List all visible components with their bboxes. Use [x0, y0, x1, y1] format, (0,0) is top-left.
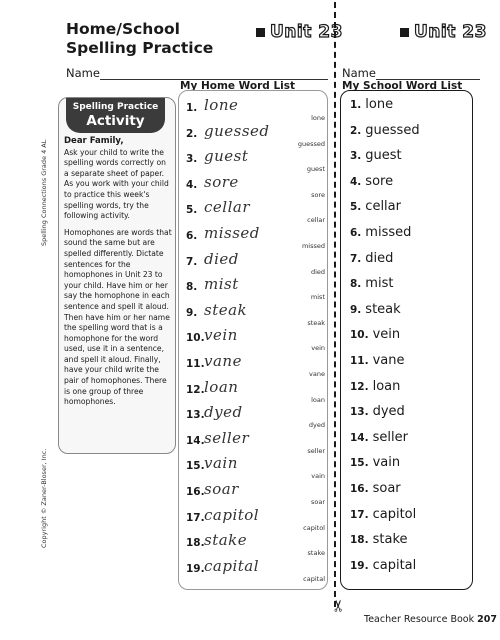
- school-unit-label: Unit 23: [414, 22, 487, 42]
- school-word: dyed: [372, 404, 405, 420]
- word-number: 17.: [350, 508, 369, 521]
- word-number: 15.: [186, 460, 205, 473]
- activity-tab-title: Activity: [86, 113, 145, 129]
- school-word: soar: [372, 481, 401, 496]
- copyright-side-text: Copyright © Zaner-Bloser, Inc.: [40, 448, 48, 548]
- word-number: 7.: [186, 255, 198, 268]
- word-number: 19.: [186, 562, 205, 575]
- print-word: vane: [309, 370, 325, 378]
- page-title: [66, 20, 216, 58]
- school-word-row: [350, 430, 408, 445]
- print-word: lone: [311, 114, 325, 122]
- word-number: 9.: [186, 306, 198, 319]
- school-word: loan: [372, 378, 401, 394]
- activity-text: [64, 136, 172, 414]
- word-number: 7.: [350, 252, 362, 265]
- home-word-row: [186, 145, 326, 174]
- school-word: stake: [372, 532, 408, 548]
- home-word-row: [186, 222, 326, 250]
- home-name-label: Name: [66, 66, 100, 80]
- home-word-row: [186, 171, 326, 199]
- school-word: seller: [372, 429, 408, 445]
- word-number: 19.: [350, 559, 369, 572]
- cursive-word: lone: [204, 96, 239, 114]
- word-number: 1.: [350, 99, 362, 111]
- school-word-row: [350, 507, 416, 522]
- home-list-heading: My Home Word List: [180, 80, 295, 92]
- activity-paragraph-2: Homophones are words that sound the same but are spelled differently. Dictate sentences for the homophones in Unit 23 to your child. Have him or her say the homophone in each sentence and spell it aloud. Then have him or her name the spelling word that is a homophone for the word used, use it in a sentence, and spell it aloud. Finally, have your child write the pair of homophones. There is one group of three homophones.: [64, 227, 172, 407]
- school-word-row: [350, 455, 400, 470]
- cursive-word: vein: [204, 326, 238, 345]
- cursive-word: vain: [204, 454, 238, 473]
- cursive-word: sore: [204, 172, 239, 191]
- home-word-row: [186, 196, 326, 225]
- word-number: 18.: [186, 537, 205, 550]
- print-word: seller: [307, 446, 325, 455]
- cursive-word: missed: [204, 224, 260, 242]
- word-number: 3.: [186, 153, 198, 166]
- activity-tab: [66, 98, 165, 133]
- cursive-word: capital: [204, 556, 260, 575]
- activity-paragraph-1: Ask your child to write the spelling words correctly on a separate sheet of paper. As you work with your child to practice this week's spelling words, try the following activity.: [64, 147, 169, 221]
- school-word-row: [350, 353, 405, 368]
- school-word-row: [350, 148, 402, 163]
- home-unit-badge: [256, 22, 343, 42]
- print-word: soar: [310, 498, 325, 506]
- word-number: 16.: [186, 486, 205, 498]
- school-word-row: [350, 225, 411, 240]
- cut-line: [334, 2, 336, 607]
- cursive-word: died: [204, 249, 239, 268]
- home-word-row: [186, 376, 326, 404]
- word-number: 2.: [186, 127, 198, 140]
- word-number: 16.: [350, 483, 369, 495]
- school-word-row: [350, 251, 393, 266]
- word-number: 10.: [186, 332, 205, 345]
- home-word-row: [186, 120, 326, 148]
- home-name-field: [66, 66, 328, 80]
- print-word: stake: [307, 549, 325, 558]
- school-word-row: [350, 481, 401, 496]
- home-word-row: [186, 324, 326, 353]
- home-word-row: [186, 529, 326, 558]
- print-word: missed: [301, 242, 325, 250]
- word-number: 11.: [186, 358, 205, 370]
- school-word: vane: [372, 353, 405, 368]
- school-word-row: [350, 174, 393, 189]
- school-word-row: [350, 199, 401, 214]
- cursive-word: vane: [204, 352, 242, 370]
- school-word-row: [350, 532, 408, 547]
- home-word-row: [186, 555, 326, 583]
- word-number: 11.: [350, 355, 369, 367]
- school-word-row: [350, 327, 400, 342]
- school-word: capitol: [372, 506, 417, 522]
- square-bullet-icon: [256, 28, 265, 37]
- scissors-icon: ✂: [329, 598, 349, 613]
- school-word: mist: [365, 276, 394, 292]
- home-word-row: [186, 299, 326, 327]
- school-word: vain: [372, 455, 401, 471]
- school-word-row: [350, 404, 405, 419]
- print-word: steak: [307, 318, 325, 327]
- home-unit-label: Unit 23: [270, 22, 343, 42]
- cursive-word: cellar: [204, 198, 250, 217]
- title-line-2: Spelling Practice: [66, 39, 214, 57]
- home-word-row: [186, 273, 326, 302]
- word-number: 12.: [350, 380, 369, 393]
- print-word: capital: [303, 574, 325, 583]
- word-number: 1.: [186, 102, 198, 114]
- print-word: died: [310, 267, 325, 276]
- cursive-word: dyed: [204, 403, 243, 422]
- word-number: 6.: [186, 230, 198, 242]
- word-number: 17.: [186, 511, 205, 524]
- home-name-line[interactable]: [100, 68, 328, 80]
- word-number: 10.: [350, 329, 369, 342]
- home-word-row: [186, 504, 326, 532]
- word-number: 8.: [186, 281, 198, 294]
- school-word-row: [350, 123, 420, 138]
- title-line-1: Home/School: [66, 20, 180, 38]
- school-word: missed: [365, 225, 412, 240]
- print-word: guessed: [297, 139, 325, 148]
- school-unit-badge: [400, 22, 487, 42]
- home-word-row: [186, 452, 326, 481]
- home-word-row: [186, 248, 326, 276]
- home-word-row: [186, 427, 326, 455]
- word-number: 8.: [350, 278, 362, 291]
- school-word-row: [350, 276, 393, 291]
- footer-book-title: Teacher Resource Book: [364, 614, 475, 625]
- word-number: 14.: [350, 431, 369, 444]
- print-word: vain: [311, 472, 325, 481]
- print-word: mist: [310, 293, 325, 302]
- school-word: steak: [365, 301, 401, 317]
- school-word: died: [365, 250, 394, 266]
- word-number: 13.: [350, 406, 369, 419]
- school-name-label: Name: [342, 66, 376, 80]
- print-word: dyed: [308, 421, 325, 430]
- cursive-word: guessed: [204, 121, 270, 140]
- school-name-line[interactable]: [376, 68, 480, 80]
- school-word-row: [350, 558, 416, 573]
- page-footer: [364, 614, 497, 625]
- word-number: 4.: [186, 178, 198, 191]
- cursive-word: loan: [204, 377, 239, 396]
- word-number: 6.: [350, 227, 362, 239]
- home-word-row: [186, 350, 326, 378]
- word-number: 5.: [186, 204, 198, 217]
- print-word: capitol: [303, 523, 325, 532]
- activity-tab-subtitle: Spelling Practice: [72, 102, 159, 112]
- school-word: guessed: [365, 122, 420, 138]
- word-number: 15.: [350, 457, 369, 470]
- cursive-word: mist: [204, 275, 239, 294]
- school-word: sore: [365, 173, 394, 189]
- word-number: 13.: [186, 409, 205, 422]
- print-word: loan: [311, 395, 325, 404]
- school-word: capital: [372, 557, 417, 573]
- school-list-heading: My School Word List: [342, 80, 463, 92]
- print-word: guest: [306, 165, 325, 174]
- school-word-row: [350, 97, 393, 112]
- school-word-row: [350, 302, 401, 317]
- footer-page-number: 207: [477, 614, 497, 625]
- print-word: cellar: [307, 216, 325, 225]
- word-number: 12.: [186, 383, 205, 396]
- word-number: 9.: [350, 303, 362, 316]
- word-number: 18.: [350, 534, 369, 547]
- word-number: 2.: [350, 124, 362, 137]
- cursive-word: capitol: [204, 505, 260, 524]
- print-word: vein: [311, 344, 325, 353]
- word-number: 3.: [350, 150, 362, 163]
- word-number: 5.: [350, 201, 362, 214]
- school-word: cellar: [365, 199, 401, 215]
- cursive-word: stake: [204, 531, 248, 550]
- print-word: sore: [311, 190, 325, 199]
- square-bullet-icon: [400, 28, 409, 37]
- cursive-word: steak: [204, 300, 248, 319]
- home-word-row: [186, 401, 326, 430]
- cursive-word: guest: [204, 147, 249, 166]
- school-word: guest: [365, 148, 402, 164]
- school-name-field: [342, 66, 480, 80]
- activity-greeting: Dear Family,: [64, 136, 124, 146]
- series-side-text: Spelling Connections Grade 4 AL: [40, 139, 48, 246]
- home-word-row: [186, 478, 326, 506]
- school-word: vein: [372, 327, 401, 343]
- word-number: 14.: [186, 434, 205, 447]
- home-word-row: [186, 94, 326, 122]
- cursive-word: seller: [204, 428, 250, 447]
- cursive-word: soar: [204, 480, 239, 498]
- school-word-row: [350, 379, 400, 394]
- school-word: lone: [365, 97, 394, 112]
- word-number: 4.: [350, 175, 362, 188]
